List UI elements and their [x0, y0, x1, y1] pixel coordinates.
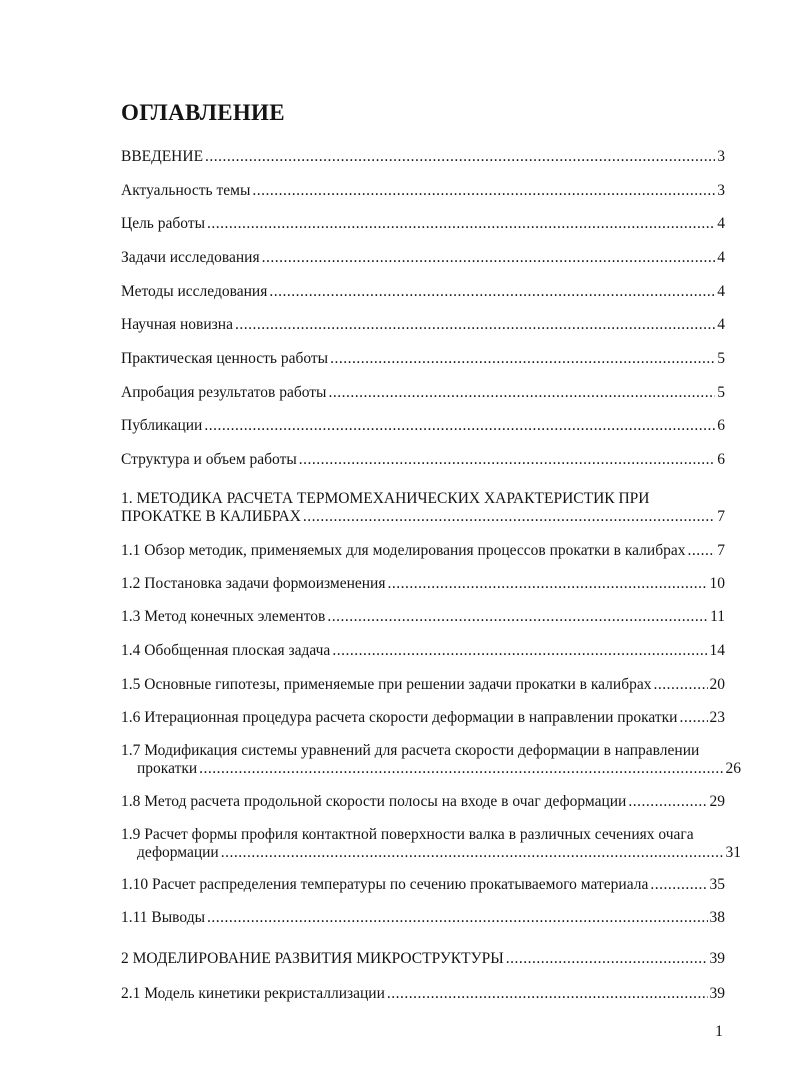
toc-leader-dots — [650, 876, 707, 894]
page-title: ОГЛАВЛЕНИЕ — [121, 100, 285, 125]
toc-entry-title: 1.6 Итерационная процедура расчета скорости деформации в направлении прокатки — [121, 709, 678, 726]
toc-entry-title: Публикации — [121, 417, 203, 434]
toc-entry — [121, 148, 725, 166]
toc-entry-page: 4 — [717, 316, 725, 333]
toc-entry — [121, 384, 725, 402]
toc-entry-title: 1.3 Метод конечных элементов — [121, 608, 326, 625]
toc-entry — [121, 182, 725, 200]
toc-entry-title: Задачи исследования — [121, 249, 260, 266]
toc-entry-page: 4 — [717, 215, 725, 232]
toc-leader-dots — [207, 215, 715, 233]
toc-entry-title-line1: 1.7 Модификация системы уравнений для расчета скорости деформации в направлении — [121, 742, 700, 759]
toc-entry-title: 1.5 Основные гипотезы, применяемые при решении задачи прокатки в калибрах — [121, 676, 652, 693]
toc-entry-page: 14 — [709, 642, 725, 659]
toc-entry-title: прокатки — [137, 760, 198, 777]
toc-entry — [121, 542, 725, 560]
toc-entry — [121, 283, 725, 301]
toc-entry-title: 2 МОДЕЛИРОВАНИЕ РАЗВИТИЯ МИКРОСТРУКТУРЫ — [121, 950, 504, 967]
toc-entry-title-line1: 1. МЕТОДИКА РАСЧЕТА ТЕРМОМЕХАНИЧЕСКИХ ХАРАКТЕРИСТИК ПРИ — [121, 490, 650, 507]
toc-leader-dots — [628, 793, 707, 811]
toc-entry-page: 10 — [709, 575, 725, 592]
toc-entry-page: 29 — [709, 793, 725, 810]
toc-leader-dots — [332, 642, 707, 660]
toc-entry-title: 1.11 Выводы — [121, 909, 205, 926]
toc-entry-title: ПРОКАТКЕ В КАЛИБРАХ — [121, 508, 301, 525]
toc-leader-dots — [330, 350, 715, 368]
toc-leader-dots — [235, 316, 715, 334]
toc-entry-page: 11 — [710, 608, 725, 625]
toc-leader-dots — [387, 985, 708, 1003]
toc-entry — [121, 642, 725, 660]
toc-entry — [121, 709, 725, 727]
toc-entry-page: 35 — [709, 876, 725, 893]
toc-entry-title: Научная новизна — [121, 316, 233, 333]
toc-entry — [121, 909, 725, 927]
toc-entry-page: 4 — [717, 283, 725, 300]
toc-entry-page: 4 — [717, 249, 725, 266]
toc-entry — [121, 350, 725, 368]
toc-entry-page: 20 — [709, 676, 725, 693]
toc-entry-page: 39 — [709, 950, 725, 967]
toc-leader-dots — [262, 249, 716, 267]
toc-entry — [121, 676, 725, 694]
toc-leader-dots — [269, 283, 715, 301]
toc-entry — [121, 451, 725, 469]
toc-entry — [121, 876, 725, 894]
toc-entry — [121, 249, 725, 267]
toc-leader-dots — [303, 508, 715, 526]
toc-entry — [121, 215, 725, 233]
toc-leader-dots — [679, 709, 707, 727]
toc-entry-title: деформации — [137, 844, 219, 861]
toc-entry-page: 5 — [717, 350, 725, 367]
toc-leader-dots — [328, 384, 715, 402]
toc-entry-title: Актуальность темы — [121, 182, 251, 199]
toc-entry-page: 5 — [717, 384, 725, 401]
toc-entry — [121, 985, 725, 1003]
toc-leader-dots — [387, 575, 707, 593]
toc-entry-title: Апробация результатов работы — [121, 384, 327, 401]
toc-leader-dots — [205, 148, 715, 166]
page-number: 1 — [715, 1023, 723, 1040]
toc-entry-page: 3 — [717, 182, 725, 199]
toc-entry-page: 31 — [725, 844, 741, 861]
toc-entry — [121, 793, 725, 811]
toc-leader-dots — [327, 608, 708, 626]
toc-entry-title: 1.2 Постановка задачи формоизменения — [121, 575, 386, 592]
toc-entry — [121, 417, 725, 435]
toc-entry-title: ВВЕДЕНИЕ — [121, 148, 204, 165]
toc-leader-dots — [653, 676, 707, 694]
toc-entry-page: 38 — [709, 909, 725, 926]
toc-entry-title: 2.1 Модель кинетики рекристаллизации — [121, 985, 385, 1002]
toc-entry-title: Цель работы — [121, 215, 206, 232]
toc-entry — [121, 742, 741, 778]
toc-entry — [121, 950, 725, 968]
toc-leader-dots — [204, 417, 715, 435]
toc-leader-dots — [687, 542, 715, 560]
toc-entry-title-line1: 1.9 Расчет формы профиля контактной поверхности валка в различных сечениях очага — [121, 826, 694, 843]
toc-entry-title: 1.10 Расчет распределения температуры по сечению прокатываемого материала — [121, 876, 649, 893]
toc-entry — [121, 316, 725, 334]
toc-entry-title: 1.4 Обобщенная плоская задача — [121, 642, 331, 659]
toc-leader-dots — [199, 760, 723, 778]
toc-entry-page: 6 — [717, 451, 725, 468]
toc-leader-dots — [207, 909, 708, 927]
toc-leader-dots — [252, 182, 715, 200]
toc-entry-page: 6 — [717, 417, 725, 434]
toc-leader-dots — [299, 451, 715, 469]
toc-entry — [121, 575, 725, 593]
toc-entry-page: 7 — [717, 508, 725, 525]
toc-leader-dots — [506, 950, 708, 968]
toc-entry-page: 26 — [725, 760, 741, 777]
toc-entry-title: Структура и объем работы — [121, 451, 297, 468]
toc-entry-title: 1.1 Обзор методик, применяемых для моделирования процессов прокатки в калибрах — [121, 542, 686, 559]
toc-entry-page: 39 — [709, 985, 725, 1002]
toc-entry-title: Методы исследования — [121, 283, 268, 300]
toc-entry-page: 7 — [717, 542, 725, 559]
toc-entry-page: 3 — [717, 148, 725, 165]
toc-entry-page: 23 — [709, 709, 725, 726]
toc-entry — [121, 826, 741, 862]
toc-entry — [121, 608, 725, 626]
toc-entry-title: Практическая ценность работы — [121, 350, 329, 367]
toc-entry-title: 1.8 Метод расчета продольной скорости полосы на входе в очаг деформации — [121, 793, 627, 810]
toc-entry — [121, 490, 725, 526]
toc-leader-dots — [221, 844, 724, 862]
